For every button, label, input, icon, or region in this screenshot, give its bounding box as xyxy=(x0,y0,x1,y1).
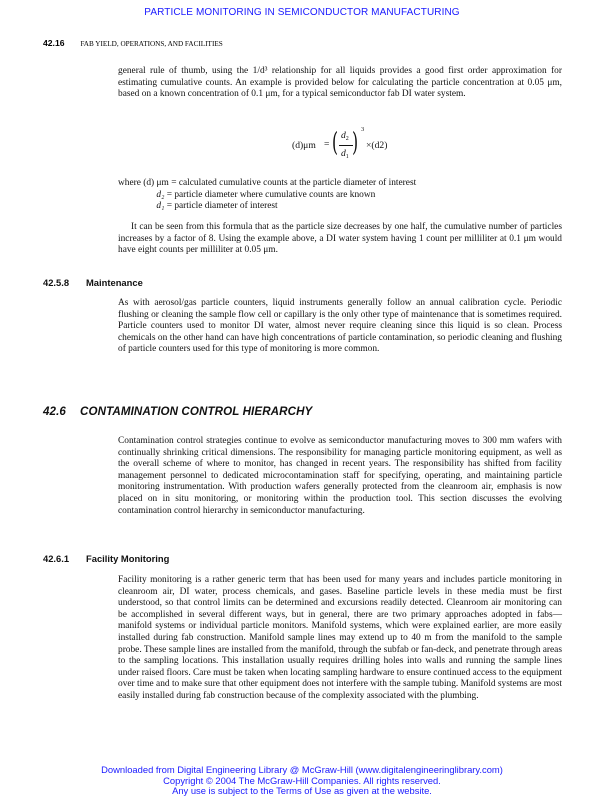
definition-symbol: (d) μm xyxy=(143,178,169,188)
maintenance-paragraph: As with aerosol/gas particle counters, liquid instruments generally follow an annual calibration cycle. Periodic flushing or cleaning the sample flow cell or capillary is the only other type of maintenance that is sometimes required. Particle counters used to monitor DI water, almost never require cleaning since this liquid is so clean. Process chemicals on the other hand can have high concentrations of particle contamination, so periodic cleaning and flushing of particle counters used for this type of monitoring is more common. xyxy=(118,298,562,355)
definition-row xyxy=(118,201,518,213)
footer-download-link[interactable]: Downloaded from Digital Engineering Library @ McGraw-Hill (www.digitalengineeringlibrary.com) xyxy=(101,764,503,775)
definition-symbol: d₁ xyxy=(156,201,165,212)
intro-paragraph: general rule of thumb, using the 1/d³ relationship for all liquids provides a good first order approximation for estimating cumulative counts. An example is provided below for calculating the particle concentration at 0.05 μm, based on a known concentration of 0.1 μm, for a typical semiconductor fab DI water system. xyxy=(118,66,562,100)
definition-row xyxy=(118,178,518,190)
footer-terms: Any use is subject to the Terms of Use as given at the website. xyxy=(172,785,432,797)
formula-explanation-paragraph: It can be seen from this formula that as the particle size decreases by one half, the cumulative number of particles increases by a factor of 8. Using the example above, a DI water system having 1 count per milliliter at 0.1 μm would have eight counts per milliliter at 0.05 μm. xyxy=(118,222,562,256)
page-number: 42.16 xyxy=(43,38,65,48)
variable-definitions xyxy=(118,178,518,213)
section-heading-facility-monitoring xyxy=(43,553,169,564)
section-heading-maintenance xyxy=(43,277,143,288)
footer-copyright: Copyright © 2004 The McGraw-Hill Companies. All rights reserved. xyxy=(163,774,441,786)
definition-row xyxy=(118,190,518,202)
formula-lhs: (d)μm xyxy=(292,140,316,151)
formula-numerator: $d_2$ xyxy=(341,130,349,142)
formula-denominator: $d_1$ xyxy=(341,148,349,160)
download-footer xyxy=(0,765,604,797)
section-heading-hierarchy xyxy=(43,405,312,418)
formula-exponent: 3 xyxy=(361,126,365,133)
where-lead: where xyxy=(118,178,141,188)
facility-monitoring-paragraph: Facility monitoring is a rather generic term that has been used for many years and includes particle monitoring in cleanroom air, DI water, process chemicals, and gases. Baseline particle levels in these media must be first understood, so that control limits can be determined and excursions readily detected. Cleanroom air monitoring can be accomplished in several different ways, but in general, there are two primary approaches adopted in fabs—manifold systems or individual particle monitors. Manifold systems, which were explained earlier, are more easily installed during fab construction. Manifold sample lines may extend up to 40 m from the manifold to the sample probe. These sample lines are installed from the manifold, through the subfab or fan-deck, and penetrate through areas to the sampling locations. This installation usually requires drilling holes into walls and running the sample lines under raised floors. Care must be taken when locating sampling hardware to ensure continued access to the equipment over time and to make sure that other equipment does not interfere with the sample tubing. Manifold systems are most easily installed during fab construction because of the complexity associated with the plumbing. xyxy=(118,575,562,701)
definition-text: = particle diameter where cumulative counts are known xyxy=(166,189,376,200)
hierarchy-paragraph: Contamination control strategies continue to evolve as semiconductor manufacturing moves to 300 mm wafers with continually shrinking critical dimensions. The responsibility for managing particle monitoring equipment, as well as the overall scheme of where to monitor, has changed in recent years. The responsibility has shifted from facility management personnel to dedicated microcontamination staff for specifying, operating, and maintaining particle monitoring instrumentation. With production wafers generally protected from the cleanroom air, emphasis is now placed on in situ monitoring, or monitoring within the production tool. This section discusses the evolving contamination control hierarchy in semiconductor manufacturing. xyxy=(118,436,562,516)
right-paren-glyph: ) xyxy=(352,128,359,158)
definition-text: = calculated cumulative counts at the particle diameter of interest xyxy=(171,178,417,188)
section-title: Maintenance xyxy=(86,277,143,288)
fraction-bar xyxy=(339,145,353,146)
section-title: CONTAMINATION CONTROL HIERARCHY xyxy=(80,405,313,418)
section-number: 42.6 xyxy=(43,405,66,418)
left-paren-glyph: ( xyxy=(332,128,339,158)
definition-text: = particle diameter of interest xyxy=(166,201,278,212)
formula xyxy=(292,128,422,164)
section-title: Facility Monitoring xyxy=(86,553,170,564)
formula-rhs: ×(d2) xyxy=(366,140,388,151)
running-head xyxy=(43,38,563,48)
section-number: 42.5.8 xyxy=(43,277,70,288)
running-head-title: FAB YIELD, OPERATIONS, AND FACILITIES xyxy=(80,40,223,48)
definition-symbol: d₂ xyxy=(156,189,165,200)
chapter-banner: PARTICLE MONITORING IN SEMICONDUCTOR MANUFACTURING xyxy=(144,7,460,18)
section-number: 42.6.1 xyxy=(43,553,70,564)
formula-equals: = xyxy=(324,139,330,150)
